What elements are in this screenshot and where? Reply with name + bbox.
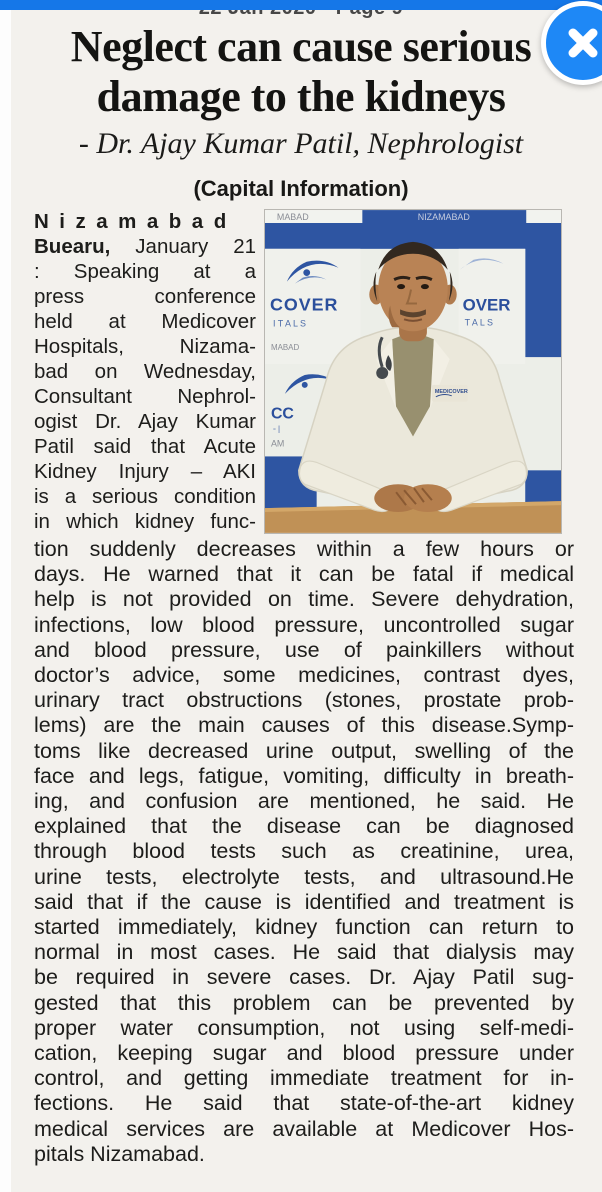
body-line: help is not provided on time. Severe dehydration, xyxy=(34,587,574,612)
column-line: Patil said that Acute xyxy=(34,435,256,458)
body-line: proper water consumption, not using self-medi- xyxy=(34,1015,574,1040)
column-line: Kidney Injury – AKI xyxy=(34,460,256,483)
body-line: medical services are available at Medicover Hos- xyxy=(34,1116,574,1141)
column-line: press conference xyxy=(34,285,256,308)
body-line: days. He warned that it can be fatal if medical xyxy=(34,562,574,587)
backdrop-left-panel-text-1: COVER xyxy=(269,294,339,315)
body-line: tion suddenly decreases within a few hours or xyxy=(34,537,574,561)
column-line: bad on Wednesday, xyxy=(34,360,256,383)
column-line: Hospitals, Nizama- xyxy=(34,335,256,358)
backdrop-top-left-label: MABAD xyxy=(276,212,309,223)
left-text-column xyxy=(34,209,256,534)
headline-line-2: damage to the kidneys xyxy=(96,72,506,121)
column-line: : Speaking at a xyxy=(34,260,256,283)
viewer-top-bar xyxy=(0,0,602,10)
headline xyxy=(0,22,602,122)
column-line: Consultant Nephrol- xyxy=(34,385,256,408)
body-line: urine tests, electrolyte tests, and ultrasound.He xyxy=(34,864,574,889)
column-line: ogist Dr. Ajay Kumar xyxy=(34,410,256,433)
backdrop-right-panel-text-2: T A L S xyxy=(464,317,493,328)
backdrop-right-panel-text-1: OVER xyxy=(462,295,511,315)
body-line: pitals Nizamabad. xyxy=(34,1141,205,1166)
credit-line: (Capital Information) xyxy=(193,176,409,201)
body-line: lems) are the main causes of this disease.Symp- xyxy=(34,713,574,738)
column-line: in which kidney func- xyxy=(34,510,256,533)
coat-logo-patch: MEDICOVER xyxy=(434,388,468,395)
article-body xyxy=(0,535,602,1167)
doctor-press-conference-photo xyxy=(264,209,562,534)
article-photo xyxy=(264,209,562,534)
body-line: ing, and confusion are mentioned, he said. He xyxy=(34,789,574,814)
newspaper-article xyxy=(0,10,602,1167)
body-line: urinary tract obstructions (stones, prostate prob- xyxy=(34,688,574,713)
body-line: normal in most cases. He said that dialysis may xyxy=(34,940,574,965)
body-line: and blood pressure, use of painkillers without xyxy=(34,637,574,662)
backdrop-mid-left-text-2: AM xyxy=(270,438,285,449)
backdrop-left-panel-text-2: I T A L S xyxy=(272,318,307,329)
headline-line-1: Neglect can cause serious xyxy=(70,22,532,71)
column-line: is a serious condition xyxy=(34,485,256,508)
body-line: doctor’s advice, some medicines, contrast dyes, xyxy=(34,663,574,688)
column-line: held at Medicover xyxy=(34,310,256,333)
body-line: explained that the disease can be diagnosed xyxy=(34,814,574,839)
body-line: cation, keeping sugar and blood pressure under xyxy=(34,1041,574,1066)
close-icon xyxy=(564,24,602,62)
backdrop-left-panel-text-3: MABAD xyxy=(270,343,300,353)
body-line: control, and getting immediate treatment for in- xyxy=(34,1066,574,1091)
body-line: toms like decreased urine output, swelling of the xyxy=(34,738,574,763)
backdrop-mid-left-text-1: CC xyxy=(270,405,294,423)
two-column-section xyxy=(0,209,602,534)
nizamabad-strip-label: NIZAMABAD xyxy=(417,212,470,223)
body-line: said that if the cause is identified and treatment is xyxy=(34,889,574,914)
body-line: gested that this problem can be prevented by xyxy=(34,990,574,1015)
body-line: started immediately, kidney function can return to xyxy=(34,915,574,940)
page-left-margin xyxy=(0,10,11,1192)
body-line: through blood tests such as creatinine, urea, xyxy=(34,839,574,864)
body-line: be required in severe cases. Dr. Ajay Patil sug- xyxy=(34,965,574,990)
svg-text:◦ |: ◦ | xyxy=(272,424,281,434)
byline: - Dr. Ajay Kumar Patil, Nephrologist xyxy=(78,127,524,160)
body-line: face and legs, fatigue, vomiting, difficulty in breath- xyxy=(34,763,574,788)
dateline-city: Nizamabad xyxy=(34,210,237,233)
body-line: fections. He said that state-of-the-art kidney xyxy=(34,1091,574,1116)
dateline: Buearu, January 21 xyxy=(34,235,256,258)
backdrop-right-blue-panel xyxy=(525,223,561,357)
body-line: infections, low blood pressure, uncontrolled sugar xyxy=(34,612,574,637)
